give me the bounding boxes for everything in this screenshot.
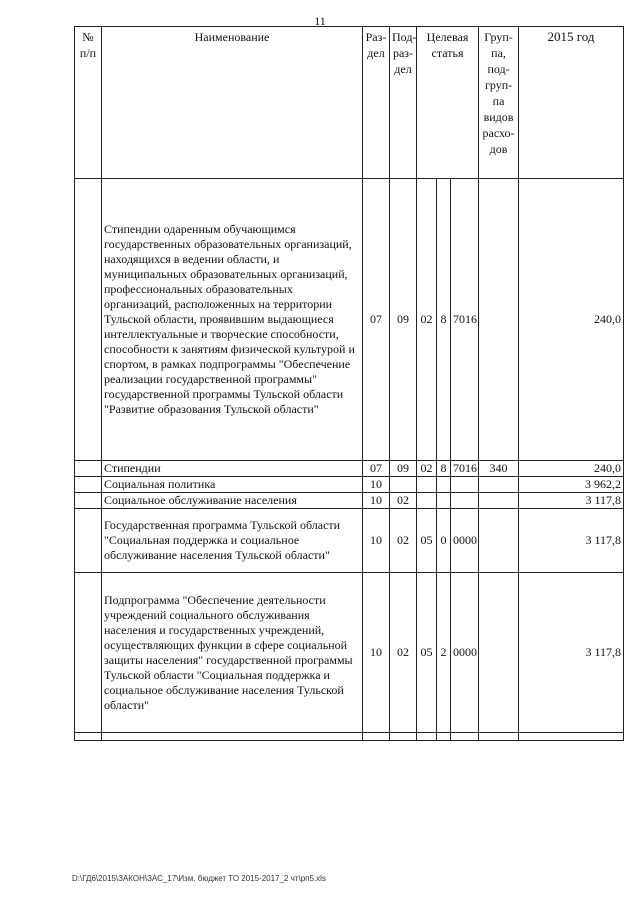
cell-target-3: 7016 bbox=[451, 179, 479, 461]
table-row bbox=[75, 509, 624, 573]
cell-amount: 3 117,8 bbox=[519, 493, 624, 509]
cell-subsection: 02 bbox=[390, 493, 417, 509]
cell-empty bbox=[437, 733, 451, 741]
cell-section: 10 bbox=[363, 509, 390, 573]
cell-target-1: 02 bbox=[417, 461, 437, 477]
cell-target-1: 05 bbox=[417, 573, 437, 733]
cell-target-2 bbox=[437, 493, 451, 509]
cell-group bbox=[479, 509, 519, 573]
cell-name: Государственная программа Тульской области "Социальная поддержка и социальное обслуживание населения Тульской области" bbox=[102, 509, 363, 573]
cell-empty bbox=[390, 733, 417, 741]
cell-amount: 3 117,8 bbox=[519, 573, 624, 733]
cell-target-1: 05 bbox=[417, 509, 437, 573]
cell-target-3: 0000 bbox=[451, 573, 479, 733]
cell-num bbox=[75, 493, 102, 509]
cell-subsection: 09 bbox=[390, 461, 417, 477]
cell-target-1 bbox=[417, 477, 437, 493]
table-row bbox=[75, 573, 624, 733]
cell-group: 340 bbox=[479, 461, 519, 477]
cell-num bbox=[75, 477, 102, 493]
cell-name: Социальное обслуживание населения bbox=[102, 493, 363, 509]
cell-target-1 bbox=[417, 493, 437, 509]
cell-empty bbox=[363, 733, 390, 741]
cell-target-3 bbox=[451, 477, 479, 493]
cell-name: Стипендии bbox=[102, 461, 363, 477]
cell-group bbox=[479, 493, 519, 509]
cell-subsection: 09 bbox=[390, 179, 417, 461]
cell-num bbox=[75, 509, 102, 573]
header-num: № п/п bbox=[75, 27, 102, 179]
cell-amount: 3 117,8 bbox=[519, 509, 624, 573]
header-year: 2015 год bbox=[519, 27, 624, 179]
cell-target-2: 8 bbox=[437, 179, 451, 461]
cell-target-2 bbox=[437, 477, 451, 493]
table-row bbox=[75, 493, 624, 509]
cell-section: 10 bbox=[363, 573, 390, 733]
cell-amount: 240,0 bbox=[519, 461, 624, 477]
cell-target-1: 02 bbox=[417, 179, 437, 461]
cell-target-2: 2 bbox=[437, 573, 451, 733]
cell-empty bbox=[451, 733, 479, 741]
header-group: Груп- па, под- груп- па видов расхо- дов bbox=[479, 27, 519, 179]
header-subsection: Под- раз- дел bbox=[390, 27, 417, 179]
cell-empty bbox=[479, 733, 519, 741]
header-section: Раз- дел bbox=[363, 27, 390, 179]
cell-num bbox=[75, 573, 102, 733]
cell-name: Стипендии одаренным обучающимся государственных образовательных организаций, находящихся в ведении области, и муниципальных образовательных организаций, профессиональных образовательных организаций, расположенных на территории Тульской области, проявившим выдающиеся интеллектуальные и творческие способности, способности к занятиям физической культурой и спортом, в рамках подпрограммы "Обеспечение реализации государственной программы" государственной программы Тульской области "Развитие образования Тульской области" bbox=[102, 179, 363, 461]
table-row-empty bbox=[75, 733, 624, 741]
cell-group bbox=[479, 179, 519, 461]
cell-empty bbox=[102, 733, 363, 741]
cell-section: 10 bbox=[363, 477, 390, 493]
table-row bbox=[75, 477, 624, 493]
cell-group bbox=[479, 573, 519, 733]
cell-name: Социальная политика bbox=[102, 477, 363, 493]
table-row bbox=[75, 179, 624, 461]
table-row bbox=[75, 461, 624, 477]
cell-target-2: 0 bbox=[437, 509, 451, 573]
header-name: Наименование bbox=[102, 27, 363, 179]
cell-section: 07 bbox=[363, 461, 390, 477]
cell-target-3: 7016 bbox=[451, 461, 479, 477]
cell-group bbox=[479, 477, 519, 493]
table-header-row bbox=[75, 27, 624, 179]
cell-section: 07 bbox=[363, 179, 390, 461]
cell-subsection: 02 bbox=[390, 509, 417, 573]
cell-target-2: 8 bbox=[437, 461, 451, 477]
cell-empty bbox=[75, 733, 102, 741]
cell-subsection: 02 bbox=[390, 573, 417, 733]
cell-amount: 240,0 bbox=[519, 179, 624, 461]
budget-table bbox=[74, 26, 624, 741]
page-number: 11 bbox=[314, 14, 326, 28]
header-target: Целевая статья bbox=[417, 27, 479, 179]
cell-subsection bbox=[390, 477, 417, 493]
cell-section: 10 bbox=[363, 493, 390, 509]
cell-target-3 bbox=[451, 493, 479, 509]
cell-num bbox=[75, 179, 102, 461]
cell-empty bbox=[417, 733, 437, 741]
cell-empty bbox=[519, 733, 624, 741]
cell-target-3: 0000 bbox=[451, 509, 479, 573]
cell-amount: 3 962,2 bbox=[519, 477, 624, 493]
cell-name: Подпрограмма "Обеспечение деятельности учреждений социального обслуживания населения и государственных учреждений, осуществляющих функции в сфере социальной защиты населения" государственной программы Тульской области "Социальная поддержка и социальное обслуживание населения Тульской области" bbox=[102, 573, 363, 733]
footer-file-path: D:\ГД6\2015\ЗАКОН\ЗАС_17\Изм. бюджет ТО 2015-2017_2 чт\рп5.xls bbox=[72, 874, 326, 883]
cell-num bbox=[75, 461, 102, 477]
